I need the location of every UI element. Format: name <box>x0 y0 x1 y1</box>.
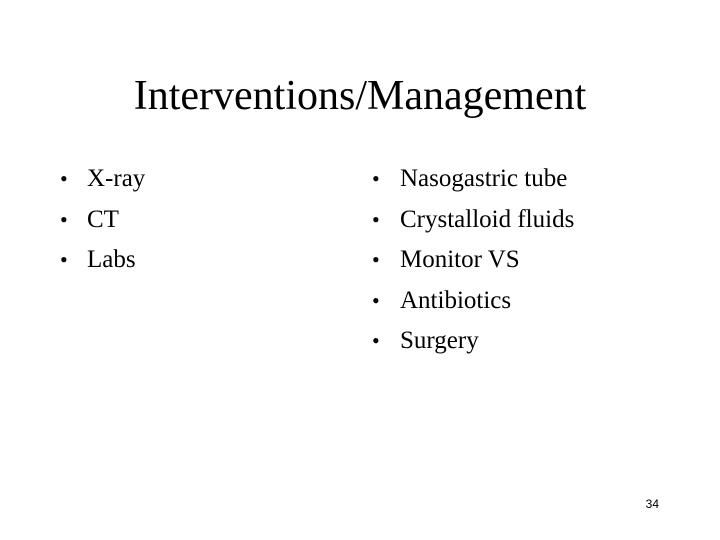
slide-title: Interventions/Management <box>133 73 587 119</box>
list-item-text: Crystalloid fluids <box>400 205 575 233</box>
bullet-icon: • <box>372 328 380 353</box>
list-item-text: CT <box>87 205 119 233</box>
list-item-text: Antibiotics <box>400 286 512 314</box>
bullet-icon: • <box>60 166 68 191</box>
list-item-text: Monitor VS <box>400 246 520 273</box>
list-item-text: Nasogastric tube <box>400 165 568 192</box>
bullet-icon: • <box>60 206 68 232</box>
bullet-icon: • <box>372 247 380 272</box>
list-item-text: Labs <box>87 246 136 273</box>
list-item-text: Surgery <box>400 327 479 354</box>
page-number: 34 <box>645 497 659 511</box>
bullet-icon: • <box>60 247 68 272</box>
bullet-icon: • <box>372 287 380 313</box>
bullet-icon: • <box>372 206 380 232</box>
list-item-text: X-ray <box>87 165 146 192</box>
bullet-icon: • <box>372 166 380 191</box>
